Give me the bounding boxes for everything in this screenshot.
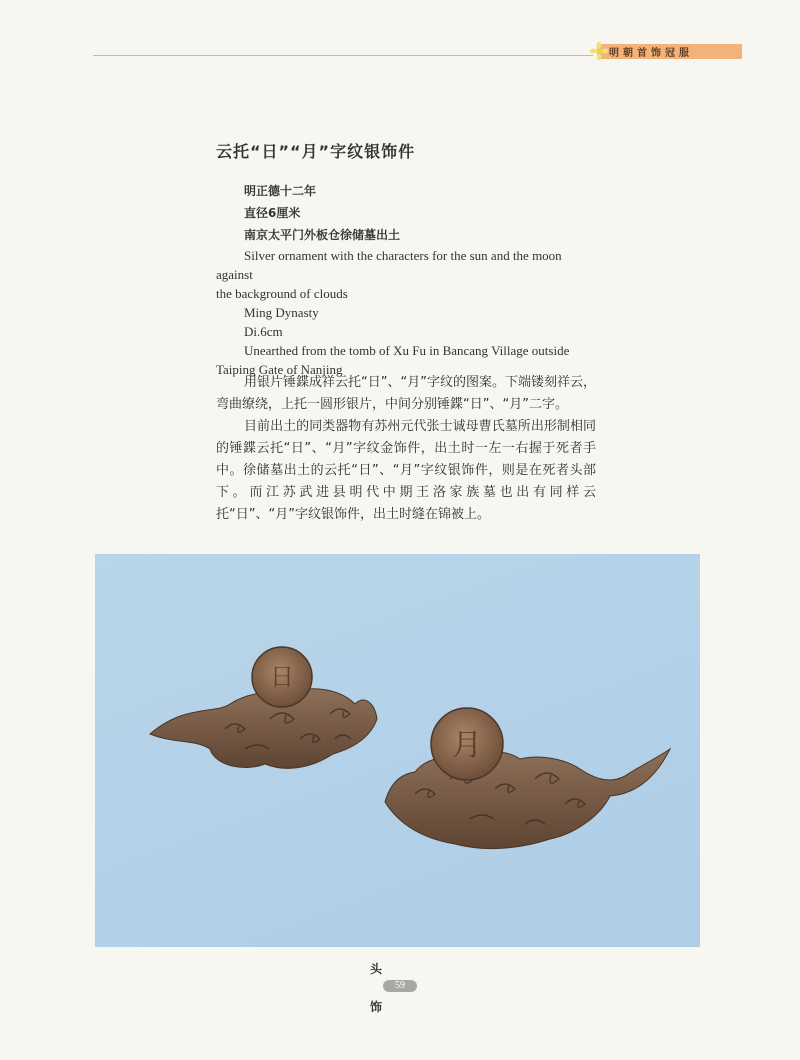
caption-en-dynasty: Ming Dynasty	[244, 305, 319, 320]
header-rule	[93, 55, 593, 56]
left-ornament	[150, 647, 377, 768]
body-paragraph: 目前出土的同类器物有苏州元代张士诚母曹氏墓所出形制相同的锤鍱云托“日”、“月”字纹金饰件，出土时一左一右握于死者手中。徐储墓出土的云托“日”、“月”字纹银饰件，则是在死者头部下。而江苏武进县明代中期王洛家族墓也出有同样云托“日”、“月”字纹银饰件，出土时缝在锦被上。	[216, 419, 596, 522]
caption-en-source-line1: Unearthed from the tomb of Xu Fu in Bancang Village outside	[244, 343, 570, 358]
body-paragraph: 用银片锤鍱成祥云托“日”、“月”字纹的图案。下端镂刻祥云，弯曲缭绕，上托一圆形银片，中间分别锤鍱“日”、“月”二字。	[216, 375, 596, 412]
caption-provenance: 南京太平门外板仓徐储墓出土	[244, 228, 401, 242]
caption-size: 直径6厘米	[244, 206, 301, 220]
body-text	[216, 372, 596, 526]
footer-section-char: 头	[370, 962, 383, 976]
caption-block	[216, 180, 596, 379]
caption-period: 明正德十二年	[244, 184, 317, 198]
caption-en-source-line2: Taiping Gate of Nanjing	[216, 362, 343, 377]
flower-ornament-icon	[589, 41, 609, 61]
caption-en-title-line1: Silver ornament with the characters for the sun and the moon against	[216, 248, 562, 282]
page-title: 云托“日”“月”字纹银饰件	[216, 142, 416, 161]
right-ornament	[385, 708, 670, 849]
artifact-photo	[95, 554, 700, 947]
right-disc-char: 月	[452, 728, 482, 763]
page-number: 59	[383, 980, 417, 992]
header-section-label: 明朝首饰冠服	[609, 48, 693, 59]
footer-section-char: 饰	[370, 1000, 383, 1014]
header-section-tab	[597, 44, 742, 59]
left-disc-char: 日	[270, 663, 294, 691]
caption-en-title-line2: the background of clouds	[216, 286, 348, 301]
caption-en-size: Di.6cm	[244, 324, 283, 339]
